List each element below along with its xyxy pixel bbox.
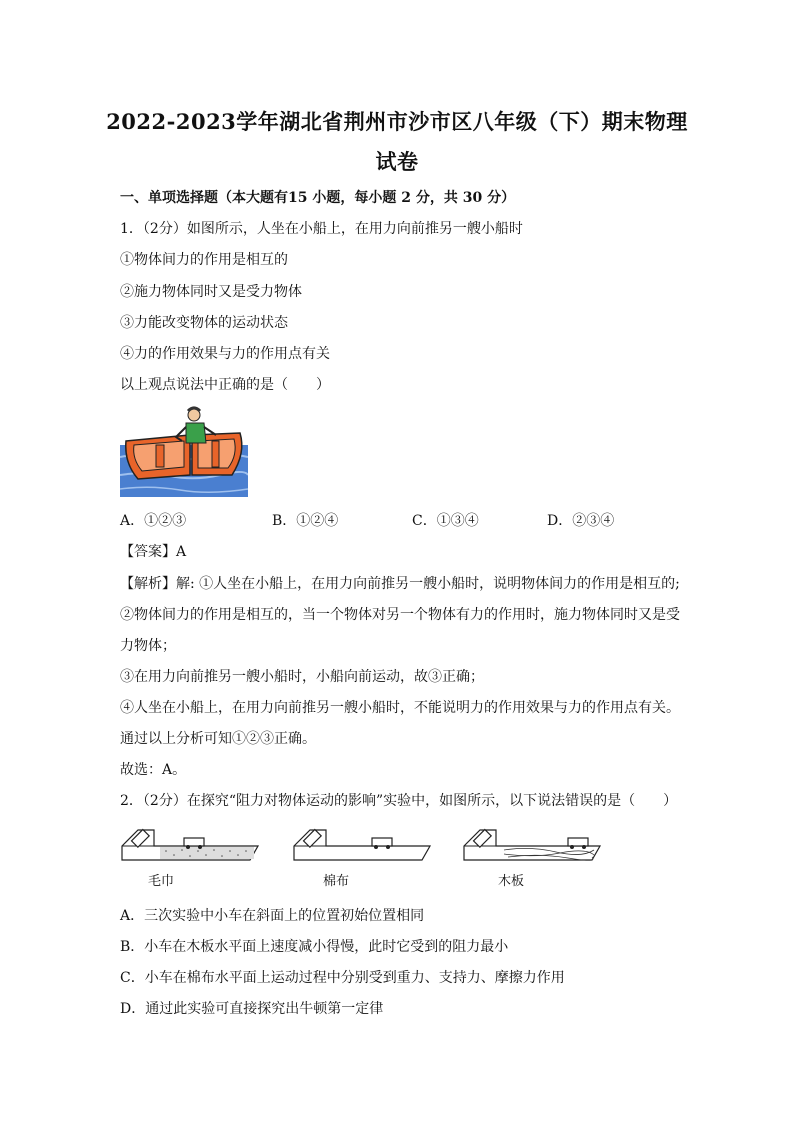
section-heading: 一、单项选择题（本大题有15 小题，每小题 2 分，共 30 分）: [120, 190, 516, 206]
q1-answer: 【答案】A: [120, 544, 187, 560]
person-shirt: [186, 423, 206, 443]
q1-option-a: A．①②③: [120, 513, 187, 529]
cart-on-floor: [184, 838, 204, 846]
boat-figure: [120, 405, 248, 497]
q1-option-b: B．①②④: [272, 513, 339, 529]
q1-statement-1: ①物体间力的作用是相互的: [120, 252, 288, 268]
q1-option-d: D．②③④: [547, 513, 615, 529]
q2-option-c: C．小车在棉布水平面上运动过程中分别受到重力、支持力、摩擦力作用: [120, 970, 565, 986]
label-wood: 木板: [498, 874, 525, 889]
label-towel: 毛巾: [148, 874, 175, 889]
q1-analysis-3: 力物体；: [120, 638, 176, 654]
towel-setup-figure: [118, 826, 263, 868]
wood-setup-figure: [460, 826, 605, 868]
exam-title-line2: 试卷: [375, 149, 419, 174]
q1-analysis-7: 故选：A。: [120, 762, 187, 778]
q1-analysis-5: ④人坐在小船上，在用力向前推另一艘小船时，不能说明力的作用效果与力的作用点有关。: [120, 700, 680, 716]
q1-option-c: C．①③④: [412, 513, 479, 529]
q1-statement-2: ②施力物体同时又是受力物体: [120, 284, 302, 300]
q1-analysis-1: 【解析】解: ①人坐在小船上，在用力向前推另一艘小船时，说明物体间力的作用是相互的;: [120, 576, 680, 592]
q1-prompt: 以上观点说法中正确的是（ ）: [120, 377, 330, 393]
cotton-setup-figure: [290, 826, 435, 868]
exam-title-line1: 2022-2023学年湖北省荆州市沙市区八年级（下）期末物理: [106, 109, 688, 134]
q1-statement-4: ④力的作用效果与力的作用点有关: [120, 346, 330, 362]
q2-option-a: A．三次实验中小车在斜面上的位置初始位置相同: [120, 908, 425, 924]
q2-option-b: B．小车在木板水平面上速度减小得慢，此时它受到的阻力最小: [120, 939, 509, 955]
label-cotton: 棉布: [323, 874, 350, 889]
q1-statement-3: ③力能改变物体的运动状态: [120, 315, 288, 331]
q2-stem: 2．（2分）在探究“阻力对物体运动的影响”实验中，如图所示，以下说法错误的是（ ）: [120, 793, 678, 809]
q1-analysis-6: 通过以上分析可知①②③正确。: [120, 731, 316, 747]
q1-analysis-2: ②物体间力的作用是相互的，当一个物体对另一个物体有力的作用时，施力物体同时又是受: [120, 607, 680, 623]
q1-analysis-4: ③在用力向前推另一艘小船时，小船向前运动，故③正确；: [120, 669, 484, 685]
q1-stem: 1．（2分）如图所示，人坐在小船上，在用力向前推另一艘小船时: [120, 221, 523, 237]
q2-option-d: D．通过此实验可直接探究出牛顿第一定律: [120, 1001, 384, 1017]
